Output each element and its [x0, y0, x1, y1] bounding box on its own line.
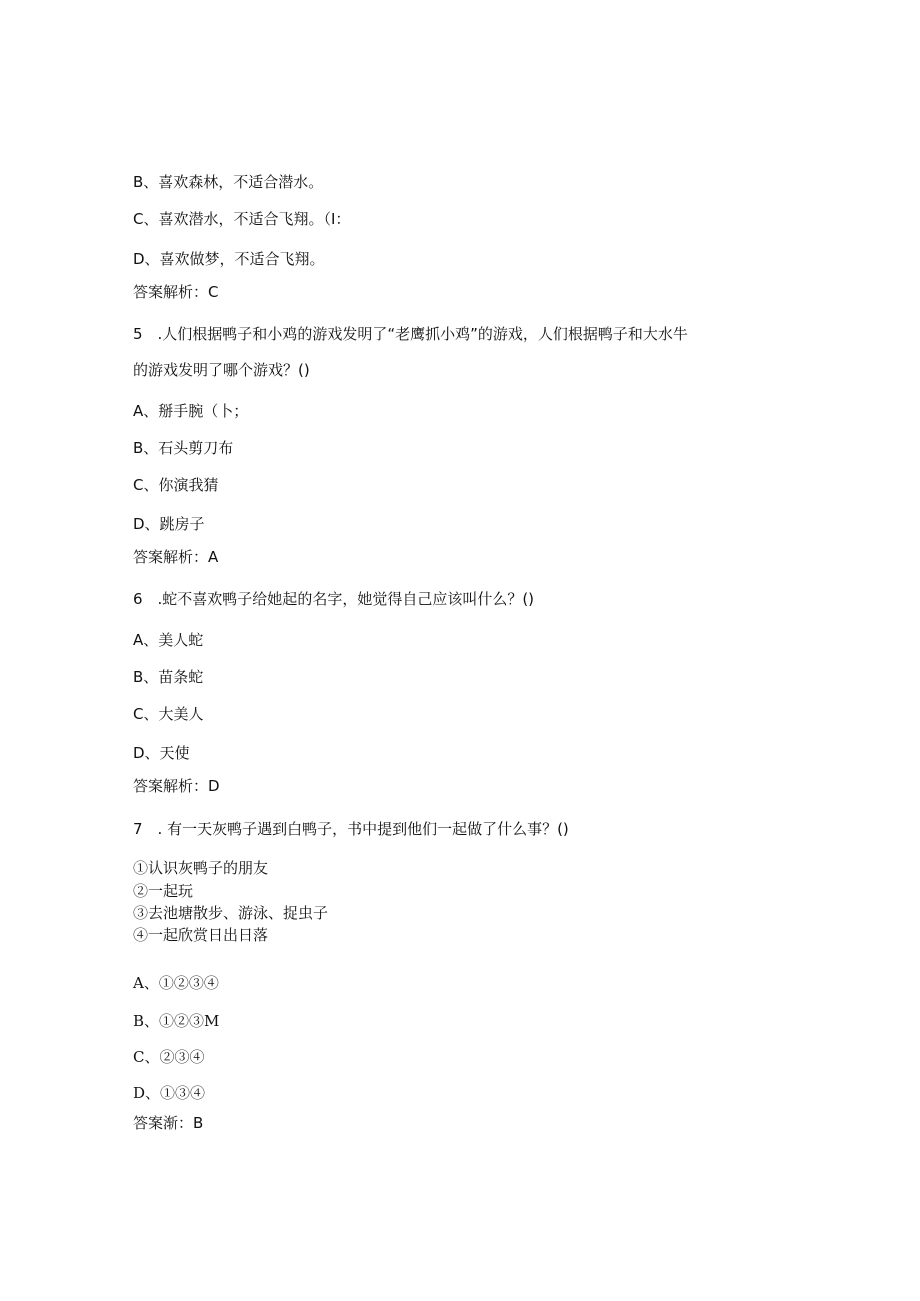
q5-question-line2: 的游戏发明了哪个游戏？(): [133, 361, 310, 379]
q4-answer: 答案解析：C: [133, 283, 219, 301]
q6-option-c: C、大美人: [133, 705, 204, 723]
q5-option-b: B、石头剪刀布: [133, 439, 234, 457]
q5-option-d: D、跳房子: [133, 515, 205, 533]
q7-item-1: ①认识灰鸭子的朋友: [133, 859, 269, 877]
q7-answer: 答案渐：B: [133, 1114, 204, 1132]
q7-question: 7 . 有一天灰鸭子遇到白鸭子，书中提到他们一起做了什么事？(): [133, 820, 569, 838]
q7-item-2: ②一起玩: [133, 882, 194, 900]
q7-item-4: ④一起欣赏日出日落: [133, 926, 269, 944]
q6-option-b: B、苗条蛇: [133, 668, 204, 686]
q4-option-b: B、喜欢森林，不适合潜水。: [133, 173, 324, 191]
q6-answer: 答案解析：D: [133, 777, 220, 795]
q4-option-c: C、喜欢潜水，不适合飞翔。（I：: [133, 210, 351, 228]
q5-answer: 答案解析：A: [133, 548, 219, 566]
q5-option-c: C、你演我猜: [133, 476, 219, 494]
q7-item-3: ③去池塘散步、游泳、捉虫子: [133, 904, 329, 922]
q6-option-a: A、美人蛇: [133, 631, 204, 649]
q7-option-b: B、①②③M: [133, 1012, 220, 1030]
q5-option-a: A、掰手腕（卜；: [133, 402, 249, 420]
q6-option-d: D、天使: [133, 744, 190, 762]
q7-option-d: D、①③④: [133, 1084, 206, 1102]
q5-question-line1: 5 .人们根据鸭子和小鸡的游戏发明了“老鹰抓小鸡”的游戏，人们根据鸭子和大水牛: [133, 325, 688, 343]
q4-option-d: D、喜欢做梦，不适合飞翔。: [133, 250, 325, 268]
q6-question: 6 .蛇不喜欢鸭子给她起的名字，她觉得自己应该叫什么？(): [133, 590, 535, 608]
q7-option-a: A、①②③④: [133, 974, 219, 992]
q7-option-c: C、②③④: [133, 1048, 205, 1066]
